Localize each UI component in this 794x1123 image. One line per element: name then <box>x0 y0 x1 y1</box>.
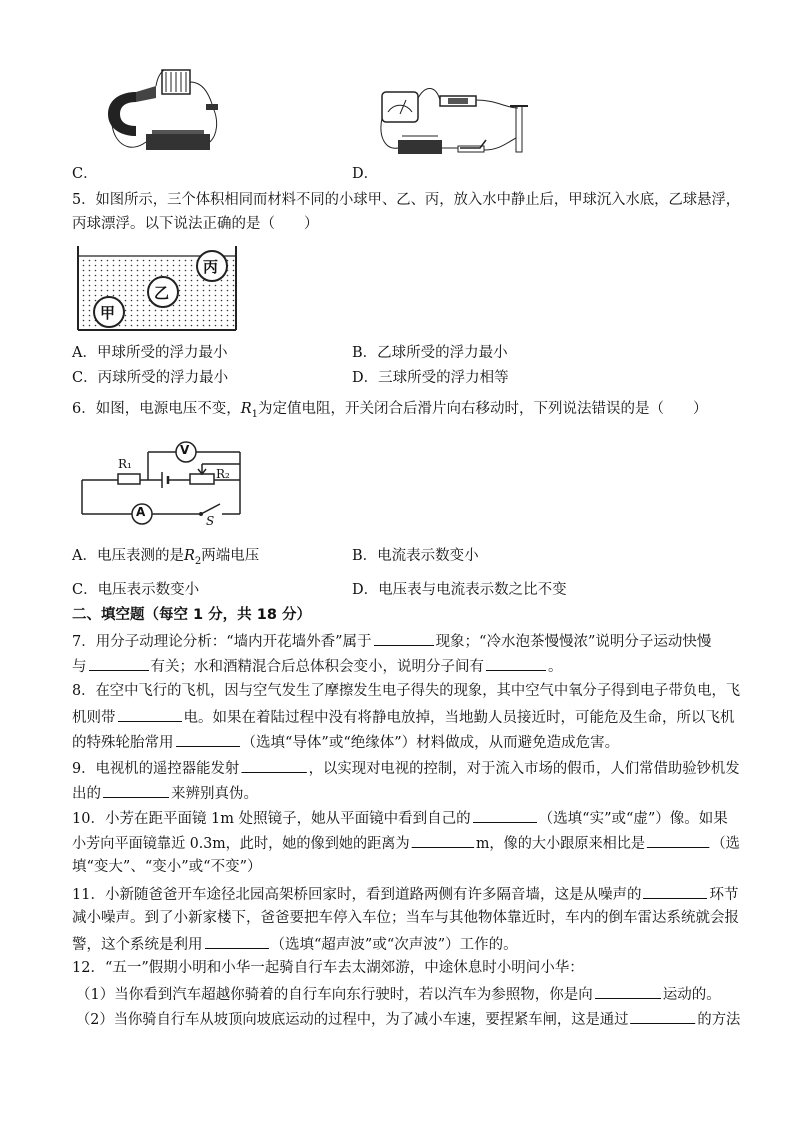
switch-label: S <box>206 514 215 528</box>
q7-blank-3[interactable] <box>486 655 546 671</box>
figure-d-galvanometer-circuit <box>376 78 536 162</box>
q8-line2: 机则带 电。如果在着陆过程中没有将静电放掉，当地勤人员接近时，可能危及生命，所以飞机 <box>72 706 735 728</box>
section-2-title: 二、填空题（每空 1 分，共 18 分） <box>72 607 311 623</box>
option-c-label: C． <box>72 166 98 182</box>
q6-circuit-diagram <box>80 434 244 530</box>
q9-blank-2[interactable] <box>103 782 169 798</box>
q10-line1: 10．小芳在距平面镜 1m 处照镜子，她从平面镜中看到自己的 （选填“实”或“虚”）像。如果 <box>72 807 728 829</box>
q8-line3: 的特殊轮胎常用 （选填“导体”或“绝缘体”）材料做成，从而避免造成危害。 <box>72 731 619 753</box>
q10-line2: 小芳向平面镜靠近 0.3m，此时，她的像到她的距离为 m，像的大小跟原来相比是 （选 <box>72 832 740 854</box>
q5-stem-line2: 丙球漂浮。以下说法正确的是（ ） <box>72 216 319 232</box>
q9-line1: 9．电视机的遥控器能发射 ，以实现对电视的控制，对于流入市场的假币，人们常借助验钞机发 <box>72 757 740 779</box>
q5-stem-line1: 5．如图所示，三个体积相同而材料不同的小球甲、乙、丙，放入水中静止后，甲球沉入水底，乙球悬浮， <box>72 192 741 208</box>
q5-option-a: A．甲球所受的浮力最小 <box>72 345 228 361</box>
q12-line3: （2）当你骑自行车从坡顶向坡底运动的过程中，为了减小车速，要捏紧车闸，这是通过 的方法 <box>76 1008 740 1030</box>
r1-label: R₁ <box>118 457 132 471</box>
r2-label: R₂ <box>216 467 230 481</box>
q8-blank-2[interactable] <box>176 731 240 747</box>
q9-blank-1[interactable] <box>241 757 306 773</box>
q8-line1: 8．在空中飞行的飞机，因与空气发生了摩擦发生电子得失的现象，其中空气中氧分子得到电子带负电，飞 <box>72 683 741 699</box>
ball-bing-label: 丙 <box>203 258 219 276</box>
ball-jia-label: 甲 <box>100 304 116 322</box>
q9-line2: 出的 来辨别真伪。 <box>72 782 258 804</box>
q11-blank-2[interactable] <box>205 933 269 949</box>
q10-blank-1[interactable] <box>473 807 537 823</box>
q11-line2: 减小噪声。到了小新家楼下，爸爸要把车停入车位；当车与其他物体靠近时，车内的倒车雷达系统就会报 <box>72 910 739 926</box>
q5-water-tank-figure <box>76 244 238 332</box>
q11-blank-1[interactable] <box>643 883 707 899</box>
ammeter-label: A <box>136 505 146 519</box>
q6-option-a: A．电压表测的是$R_2$两端电压 <box>72 548 260 567</box>
q10-blank-3[interactable] <box>647 832 709 848</box>
q12-line2: （1）当你看到汽车超越你骑着的自行车向东行驶时，若以汽车为参照物，你是向 运动的。 <box>76 983 721 1005</box>
q7-blank-1[interactable] <box>374 630 434 646</box>
q7-blank-2[interactable] <box>89 655 149 671</box>
q6-option-d: D．电压表与电流表示数之比不变 <box>352 582 567 598</box>
q11-line1: 11．小新随爸爸开车途径北园高架桥回家时，看到道路两侧有许多隔音墙，这是从噪声的 环节 <box>72 883 738 905</box>
ball-yi-label: 乙 <box>154 284 170 302</box>
q12-blank-1[interactable] <box>595 983 661 999</box>
q10-blank-2[interactable] <box>412 832 474 848</box>
q12-line1: 12．“五一”假期小明和小华一起骑自行车去太湖郊游，中途休息时小明问小华： <box>72 960 584 976</box>
q5-option-b: B．乙球所受的浮力最小 <box>352 345 508 361</box>
figure-c-electromagnet-circuit <box>100 64 220 164</box>
q6-stem: 6．如图，电源电压不变，$R_1$为定值电阻，开关闭合后滑片向右移动时，下列说法错误的是（ ） <box>72 401 708 420</box>
q11-line3: 警，这个系统是利用 （选填“超声波”或“次声波”）工作的。 <box>72 933 518 955</box>
q10-line3: 填“变大”、“变小”或“不变”） <box>72 859 262 875</box>
q6-option-b: B．电流表示数变小 <box>352 548 479 564</box>
q7-line1: 7．用分子动理论分析：“墙内开花墙外香”属于 现象；“冷水泡茶慢慢浓”说明分子运动快慢 <box>72 630 711 652</box>
voltmeter-label: V <box>180 443 190 457</box>
q8-blank-1[interactable] <box>118 706 182 722</box>
q6-option-c: C．电压表示数变小 <box>72 582 200 598</box>
option-d-label: D． <box>352 166 379 182</box>
q12-blank-2[interactable] <box>630 1008 695 1024</box>
q5-option-d: D．三球所受的浮力相等 <box>352 370 509 386</box>
q7-line2: 与 有关；水和酒精混合后总体积会变小，说明分子间有 。 <box>72 655 563 677</box>
q5-option-c: C．丙球所受的浮力最小 <box>72 370 229 386</box>
